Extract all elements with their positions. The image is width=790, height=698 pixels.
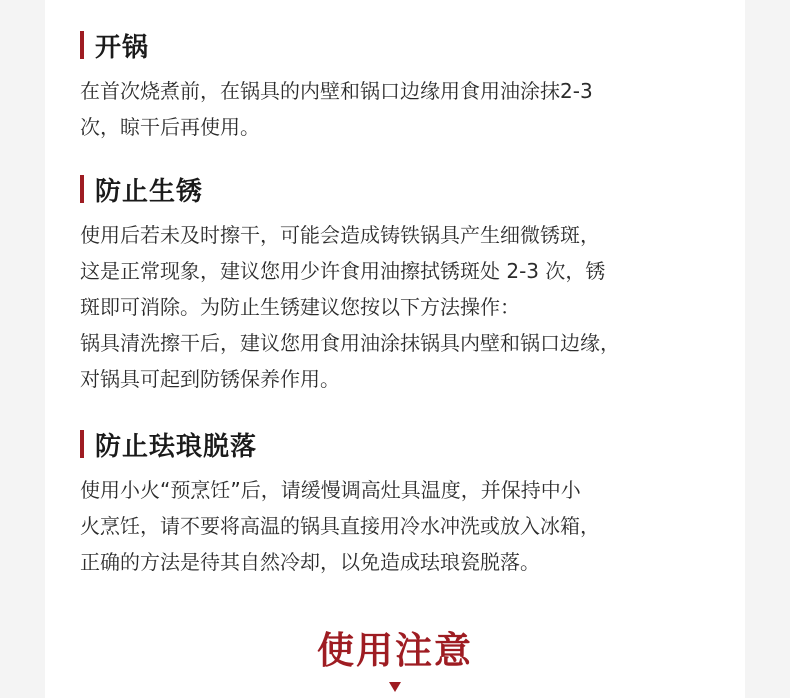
section-body [80,217,720,397]
body-line: 正确的方法是待其自然冷却，以免造成珐琅瓷脱落。 [80,550,540,574]
section-rust-prevention [80,171,720,397]
body-line: 锅具清洗擦干后，建议您用食用油涂抹锅具内壁和锅口边缘， [80,331,620,355]
section-header [80,426,720,462]
section-header [80,171,720,207]
body-line: 这是正常现象，建议您用少许食用油擦拭锈斑处 2-3 次，锈 [80,259,606,283]
section-enamel-care [80,426,720,580]
section-open-pot [80,27,720,145]
body-line: 使用后若未及时擦干，可能会造成铸铁锅具产生细微锈斑， [80,223,600,247]
triangle-down-icon [389,682,401,692]
content-card [45,0,745,698]
section-body [80,73,720,145]
section-title: 防止生锈 [95,176,204,207]
accent-bar [80,175,84,203]
section-body [80,472,720,580]
body-line: 斑即可消除。为防止生锈建议您按以下方法操作： [80,295,520,319]
accent-bar [80,31,84,59]
body-line: 火烹饪，请不要将高温的锅具直接用冷水冲洗或放入冰箱， [80,514,600,538]
accent-bar [80,430,84,458]
body-line: 使用小火“预烹饪”后，请缓慢调高灶具温度，并保持中小 [80,478,581,502]
body-line: 次，晾干后再使用。 [80,115,260,139]
section-header [80,27,720,63]
body-line: 在首次烧煮前，在锅具的内壁和锅口边缘用食用油涂抹2-3 [80,79,593,103]
section-title: 防止珐琅脱落 [95,431,258,462]
body-line: 对锅具可起到防锈保养作用。 [80,367,340,391]
usage-notes-heading: 使用注意 [317,629,473,672]
section-title: 开锅 [95,32,150,63]
